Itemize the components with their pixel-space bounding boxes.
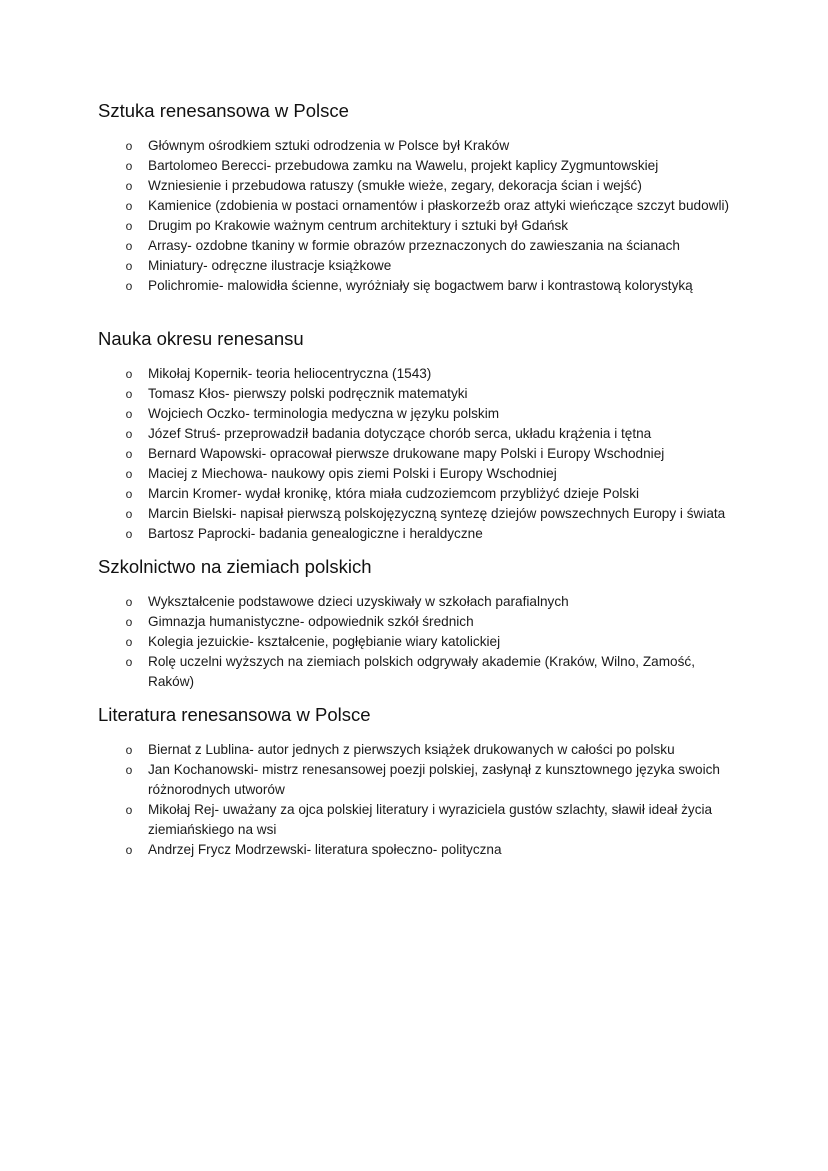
section-renaissance-literature — [98, 704, 738, 860]
list-item-text: Marcin Bielski- napisał pierwszą polskojęzyczną syntezę dziejów powszechnych Europy i świata — [148, 506, 726, 521]
list-item-text: Tomasz Kłos- pierwszy polski podręcznik matematyki — [148, 386, 468, 401]
bullet-icon: o — [125, 367, 133, 381]
list-item-text: Józef Struś- przeprowadził badania dotyczące chorób serca, układu krążenia i tętna — [148, 426, 652, 441]
bullet-icon: o — [125, 259, 133, 273]
bullet-icon: o — [125, 595, 133, 609]
list-item — [98, 136, 738, 156]
list-item-text: Andrzej Frycz Modrzewski- literatura społeczno- polityczna — [148, 842, 502, 857]
list-item — [98, 632, 738, 652]
list-item — [98, 216, 738, 236]
list-item — [98, 524, 738, 544]
bullet-icon: o — [125, 507, 133, 521]
list-item-text: Mikołaj Rej- uważany za ojca polskiej literatury i wyraziciela gustów szlachty, sławił ideał życia ziemiańskiego na wsi — [148, 802, 713, 837]
section-schooling — [98, 556, 738, 692]
list-item — [98, 404, 738, 424]
section-title: Sztuka renesansowa w Polsce — [98, 100, 349, 121]
list-item — [98, 484, 738, 504]
bullet-icon: o — [125, 427, 133, 441]
bullet-icon: o — [125, 199, 133, 213]
list-item — [98, 740, 738, 760]
list-item — [98, 236, 738, 256]
list-item-text: Bartolomeo Berecci- przebudowa zamku na Wawelu, projekt kaplicy Zygmuntowskiej — [148, 158, 659, 173]
list-item-text: Miniatury- odręczne ilustracje książkowe — [148, 258, 392, 273]
bullet-icon: o — [125, 139, 133, 153]
list-item — [98, 592, 738, 612]
section-renaissance-science — [98, 328, 738, 544]
list-item-text: Jan Kochanowski- mistrz renesansowej poezji polskiej, zasłynął z kunsztownego języka swoich różnorodnych utworów — [148, 762, 720, 797]
bullet-icon: o — [125, 219, 133, 233]
list-item-text: Drugim po Krakowie ważnym centrum architektury i sztuki był Gdańsk — [148, 218, 569, 233]
bullet-list — [98, 364, 738, 544]
bullet-icon: o — [125, 615, 133, 629]
list-item — [98, 504, 738, 524]
list-item-text: Polichromie- malowidła ścienne, wyróżniały się bogactwem barw i kontrastową kolorystyką — [148, 278, 693, 293]
list-item-text: Bernard Wapowski- opracował pierwsze drukowane mapy Polski i Europy Wschodniej — [148, 446, 665, 461]
list-item — [98, 444, 738, 464]
list-item-text: Kamienice (zdobienia w postaci ornamentów i płaskorzeźb oraz attyki wieńczące szczyt budowli) — [148, 198, 730, 213]
bullet-icon: o — [125, 743, 133, 757]
bullet-icon: o — [125, 763, 133, 777]
bullet-icon: o — [125, 179, 133, 193]
bullet-icon: o — [125, 159, 133, 173]
list-item — [98, 800, 738, 840]
bullet-icon: o — [125, 803, 133, 817]
list-item-text: Wykształcenie podstawowe dzieci uzyskiwały w szkołach parafialnych — [148, 594, 569, 609]
list-item-text: Biernat z Lublina- autor jednych z pierwszych książek drukowanych w całości po polsku — [148, 742, 675, 757]
bullet-list — [98, 592, 738, 692]
bullet-icon: o — [125, 527, 133, 541]
section-renaissance-art — [98, 100, 738, 296]
section-title: Literatura renesansowa w Polsce — [98, 704, 371, 725]
list-item — [98, 384, 738, 404]
list-item-text: Arrasy- ozdobne tkaniny w formie obrazów przeznaczonych do zawieszania na ścianach — [148, 238, 680, 253]
list-item-text: Wzniesienie i przebudowa ratuszy (smukłe wieże, zegary, dekoracja ścian i wejść) — [148, 178, 642, 193]
list-item-text: Bartosz Paprocki- badania genealogiczne i heraldyczne — [148, 526, 483, 541]
list-item-text: Głównym ośrodkiem sztuki odrodzenia w Polsce był Kraków — [148, 138, 510, 153]
bullet-icon: o — [125, 467, 133, 481]
list-item — [98, 256, 738, 276]
bullet-icon: o — [125, 447, 133, 461]
bullet-icon: o — [125, 843, 133, 857]
bullet-icon: o — [125, 655, 133, 669]
list-item — [98, 612, 738, 632]
bullet-icon: o — [125, 279, 133, 293]
list-item-text: Mikołaj Kopernik- teoria heliocentryczna (1543) — [148, 366, 432, 381]
section-title: Nauka okresu renesansu — [98, 328, 304, 349]
list-item-text: Maciej z Miechowa- naukowy opis ziemi Polski i Europy Wschodniej — [148, 466, 557, 481]
list-item-text: Rolę uczelni wyższych na ziemiach polskich odgrywały akademie (Kraków, Wilno, Zamość, Raków) — [148, 654, 695, 689]
bullet-icon: o — [125, 387, 133, 401]
list-item — [98, 176, 738, 196]
list-item — [98, 840, 738, 860]
bullet-list — [98, 740, 738, 860]
list-item — [98, 364, 738, 384]
bullet-icon: o — [125, 407, 133, 421]
list-item — [98, 276, 738, 296]
list-item — [98, 156, 738, 176]
bullet-icon: o — [125, 239, 133, 253]
list-item-text: Gimnazja humanistyczne- odpowiednik szkół średnich — [148, 614, 474, 629]
section-title: Szkolnictwo na ziemiach polskich — [98, 556, 372, 577]
list-item-text: Wojciech Oczko- terminologia medyczna w języku polskim — [148, 406, 500, 421]
bullet-list — [98, 136, 738, 296]
list-item — [98, 760, 738, 800]
list-item-text: Kolegia jezuickie- kształcenie, pogłębianie wiary katolickiej — [148, 634, 501, 649]
bullet-icon: o — [125, 487, 133, 501]
list-item — [98, 464, 738, 484]
bullet-icon: o — [125, 635, 133, 649]
list-item — [98, 196, 738, 216]
list-item — [98, 424, 738, 444]
list-item-text: Marcin Kromer- wydał kronikę, która miała cudzoziemcom przybliżyć dzieje Polski — [148, 486, 640, 501]
list-item — [98, 652, 738, 692]
